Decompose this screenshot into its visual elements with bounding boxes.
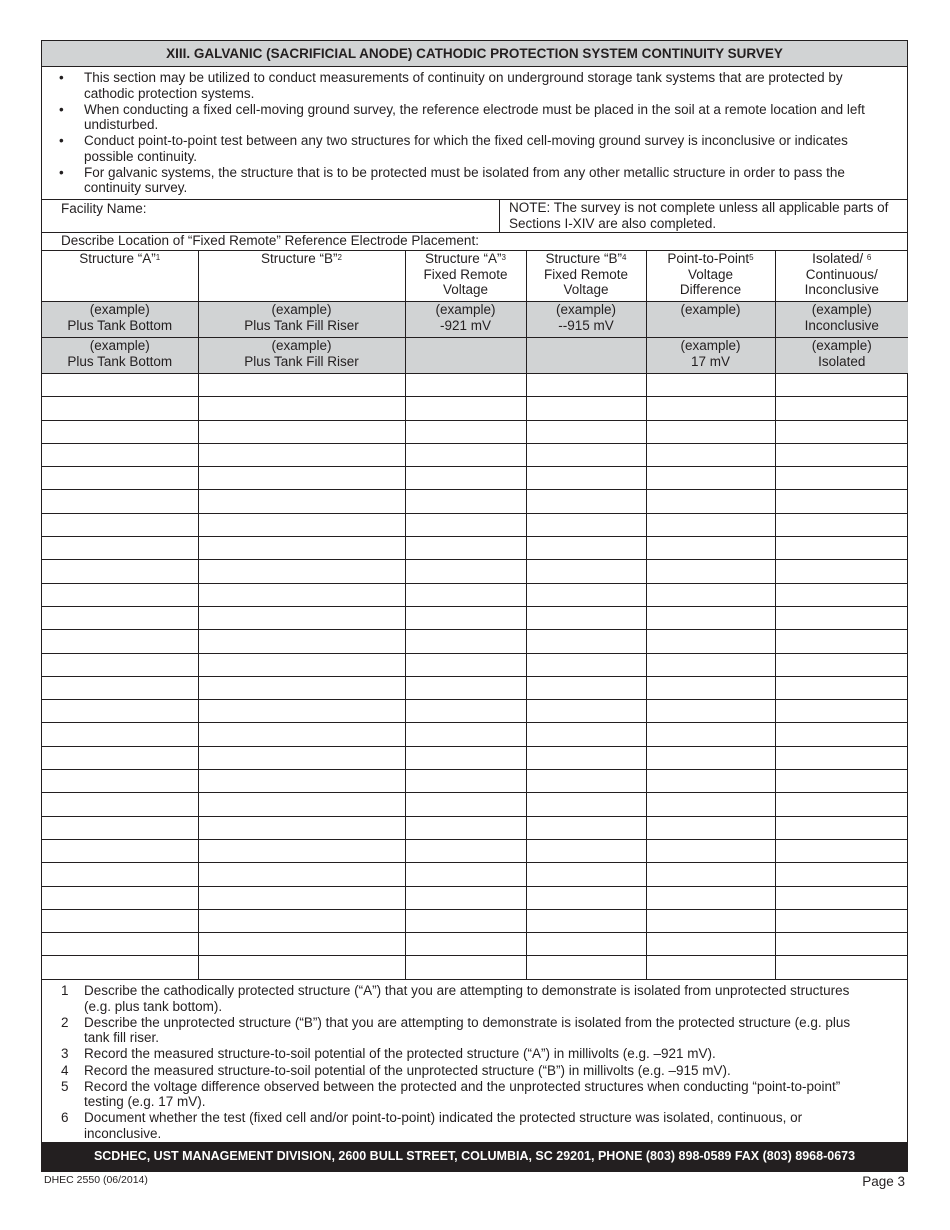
entry-cell[interactable] bbox=[42, 933, 198, 956]
example-cell: (example) Isolated bbox=[775, 338, 908, 374]
entry-cell[interactable] bbox=[775, 933, 908, 956]
entry-cell[interactable] bbox=[646, 909, 775, 932]
table-row bbox=[42, 467, 908, 490]
entry-cell[interactable] bbox=[646, 420, 775, 443]
entry-cell[interactable] bbox=[526, 816, 646, 839]
entry-cell[interactable] bbox=[42, 863, 198, 886]
instruction-item: • When conducting a fixed cell-moving ground survey, the reference electrode must be placed in the soil at a remote location and left undisturbed. bbox=[42, 102, 907, 133]
entry-cell[interactable] bbox=[526, 793, 646, 816]
entry-cell[interactable] bbox=[42, 676, 198, 699]
entry-cell[interactable] bbox=[405, 583, 526, 606]
entry-cell[interactable] bbox=[775, 606, 908, 629]
entry-cell[interactable] bbox=[198, 863, 405, 886]
entry-cell[interactable] bbox=[42, 630, 198, 653]
entry-cell[interactable] bbox=[646, 653, 775, 676]
entry-cell[interactable] bbox=[198, 676, 405, 699]
header-structure-b: Structure “B”$^2$ bbox=[198, 251, 405, 302]
entry-cell[interactable] bbox=[646, 886, 775, 909]
header-isolated-status: Isolated/ $^6$ Continuous/ Inconclusive bbox=[775, 251, 908, 302]
entry-cell[interactable] bbox=[198, 374, 405, 397]
entry-cell[interactable] bbox=[775, 490, 908, 513]
entry-cell[interactable] bbox=[775, 723, 908, 746]
entry-cell[interactable] bbox=[42, 909, 198, 932]
entry-cell[interactable] bbox=[42, 560, 198, 583]
entry-cell[interactable] bbox=[646, 816, 775, 839]
entry-cell[interactable] bbox=[526, 676, 646, 699]
completion-note: NOTE: The survey is not complete unless all applicable parts of Sections I-XIV are also completed. bbox=[499, 199, 909, 232]
header-b-fixed-remote-voltage: Structure “B”$^4$ Fixed Remote Voltage bbox=[526, 251, 646, 302]
entry-cell[interactable] bbox=[775, 537, 908, 560]
entry-cell[interactable] bbox=[405, 746, 526, 769]
entry-cell[interactable] bbox=[405, 723, 526, 746]
entry-cell[interactable] bbox=[526, 746, 646, 769]
entry-cell[interactable] bbox=[775, 513, 908, 536]
entry-cell[interactable] bbox=[646, 793, 775, 816]
entry-cell[interactable] bbox=[198, 537, 405, 560]
entry-cell[interactable] bbox=[42, 700, 198, 723]
survey-table bbox=[42, 251, 908, 980]
entry-cell[interactable] bbox=[526, 397, 646, 420]
entry-cell[interactable] bbox=[198, 746, 405, 769]
entry-cell[interactable] bbox=[405, 630, 526, 653]
entry-cell[interactable] bbox=[775, 420, 908, 443]
entry-cell[interactable] bbox=[646, 863, 775, 886]
entry-cell[interactable] bbox=[198, 956, 405, 979]
entry-cell[interactable] bbox=[42, 816, 198, 839]
entry-cell[interactable] bbox=[775, 443, 908, 466]
entry-cell[interactable] bbox=[775, 770, 908, 793]
table-row bbox=[42, 886, 908, 909]
entry-cell[interactable] bbox=[405, 653, 526, 676]
example-cell: (example) Plus Tank Bottom bbox=[42, 338, 198, 374]
example-cell: (example) Plus Tank Fill Riser bbox=[198, 302, 405, 338]
agency-footer-bar: SCDHEC, UST MANAGEMENT DIVISION, 2600 BULL STREET, COLUMBIA, SC 29201, PHONE (803) 898-0589 FAX (803) 8968-0673 www.scdhec.gov bbox=[42, 1142, 907, 1171]
table-row bbox=[42, 863, 908, 886]
facility-row bbox=[42, 199, 907, 233]
table-row bbox=[42, 606, 908, 629]
table-row bbox=[42, 420, 908, 443]
entry-cell[interactable] bbox=[405, 560, 526, 583]
entry-cell[interactable] bbox=[42, 537, 198, 560]
entry-cell[interactable] bbox=[646, 513, 775, 536]
entry-cell[interactable] bbox=[646, 374, 775, 397]
entry-cell[interactable] bbox=[405, 816, 526, 839]
instruction-item: • This section may be utilized to conduct measurements of continuity on underground storage tank systems that are protected by cathodic protection systems. bbox=[42, 70, 907, 101]
entry-cell[interactable] bbox=[646, 770, 775, 793]
entry-cell[interactable] bbox=[405, 537, 526, 560]
entry-cell[interactable] bbox=[526, 956, 646, 979]
footnote: 2 Describe the unprotected structure (“B”) that you are attempting to demonstrate is isolated from the protected structure (e.g. plus tank fill riser. bbox=[61, 1014, 851, 1046]
table-row bbox=[42, 537, 908, 560]
table-row bbox=[42, 909, 908, 932]
entry-cell[interactable] bbox=[526, 537, 646, 560]
example-cell: (example) Plus Tank Fill Riser bbox=[198, 338, 405, 374]
entry-cell[interactable] bbox=[646, 746, 775, 769]
entry-cell[interactable] bbox=[198, 839, 405, 862]
entry-cell[interactable] bbox=[198, 770, 405, 793]
entry-cell[interactable] bbox=[646, 443, 775, 466]
entry-cell[interactable] bbox=[526, 490, 646, 513]
entry-cell[interactable] bbox=[198, 909, 405, 932]
table-row bbox=[42, 933, 908, 956]
entry-cell[interactable] bbox=[405, 676, 526, 699]
table-row bbox=[42, 793, 908, 816]
entry-cell[interactable] bbox=[405, 467, 526, 490]
example-cell bbox=[526, 338, 646, 374]
form-number: DHEC 2550 (06/2014) bbox=[44, 1174, 148, 1186]
table-row bbox=[42, 490, 908, 513]
entry-cell[interactable] bbox=[405, 839, 526, 862]
entry-cell[interactable] bbox=[198, 700, 405, 723]
entry-cell[interactable] bbox=[198, 816, 405, 839]
entry-cell[interactable] bbox=[42, 956, 198, 979]
entry-cell[interactable] bbox=[526, 443, 646, 466]
entry-cell[interactable] bbox=[198, 606, 405, 629]
entry-cell[interactable] bbox=[405, 956, 526, 979]
entry-cell[interactable] bbox=[526, 467, 646, 490]
table-row bbox=[42, 676, 908, 699]
entry-cell[interactable] bbox=[775, 700, 908, 723]
entry-cell[interactable] bbox=[198, 653, 405, 676]
table-row bbox=[42, 956, 908, 979]
entry-cell[interactable] bbox=[198, 723, 405, 746]
entry-cell[interactable] bbox=[646, 467, 775, 490]
entry-cell[interactable] bbox=[775, 746, 908, 769]
entry-cell[interactable] bbox=[42, 513, 198, 536]
table-row bbox=[42, 770, 908, 793]
table-row bbox=[42, 839, 908, 862]
entry-cell[interactable] bbox=[405, 513, 526, 536]
entry-cell[interactable] bbox=[42, 653, 198, 676]
entry-cell[interactable] bbox=[526, 700, 646, 723]
entry-cell[interactable] bbox=[526, 886, 646, 909]
entry-cell[interactable] bbox=[526, 374, 646, 397]
entry-cell[interactable] bbox=[646, 723, 775, 746]
entry-cell[interactable] bbox=[198, 886, 405, 909]
entry-cell[interactable] bbox=[775, 397, 908, 420]
entry-cell[interactable] bbox=[775, 653, 908, 676]
entry-cell[interactable] bbox=[198, 443, 405, 466]
entry-cell[interactable] bbox=[646, 606, 775, 629]
table-row bbox=[42, 583, 908, 606]
table-row bbox=[42, 560, 908, 583]
entry-cell[interactable] bbox=[526, 513, 646, 536]
entry-cell[interactable] bbox=[198, 513, 405, 536]
table-row bbox=[42, 816, 908, 839]
entry-cell[interactable] bbox=[646, 490, 775, 513]
entry-cell[interactable] bbox=[775, 886, 908, 909]
table-row bbox=[42, 723, 908, 746]
electrode-location-field[interactable]: Describe Location of “Fixed Remote” Reference Electrode Placement: bbox=[42, 233, 907, 251]
entry-cell[interactable] bbox=[775, 676, 908, 699]
entry-cell[interactable] bbox=[198, 630, 405, 653]
entry-cell[interactable] bbox=[42, 374, 198, 397]
entry-cell[interactable] bbox=[405, 700, 526, 723]
entry-cell[interactable] bbox=[526, 560, 646, 583]
entry-cell[interactable] bbox=[775, 909, 908, 932]
entry-cell[interactable] bbox=[775, 839, 908, 862]
entry-cell[interactable] bbox=[405, 909, 526, 932]
table-row bbox=[42, 700, 908, 723]
entry-cell[interactable] bbox=[198, 467, 405, 490]
entry-cell[interactable] bbox=[42, 443, 198, 466]
example-cell: (example) bbox=[646, 302, 775, 338]
entry-cell[interactable] bbox=[42, 397, 198, 420]
footnotes bbox=[42, 981, 907, 1142]
entry-cell[interactable] bbox=[775, 863, 908, 886]
entry-cell[interactable] bbox=[42, 770, 198, 793]
entry-cell[interactable] bbox=[646, 560, 775, 583]
entry-cell[interactable] bbox=[198, 490, 405, 513]
entry-cell[interactable] bbox=[198, 583, 405, 606]
entry-cell[interactable] bbox=[646, 676, 775, 699]
entry-cell[interactable] bbox=[646, 630, 775, 653]
entry-cell[interactable] bbox=[405, 933, 526, 956]
entry-cell[interactable] bbox=[526, 723, 646, 746]
example-cell: (example) 17 mV bbox=[646, 338, 775, 374]
header-point-to-point: Point-to-Point$^5$ Voltage Difference bbox=[646, 251, 775, 302]
entry-cell[interactable] bbox=[405, 374, 526, 397]
example-row bbox=[42, 338, 908, 374]
entry-cell[interactable] bbox=[526, 583, 646, 606]
example-cell: (example) Inconclusive bbox=[775, 302, 908, 338]
page-number: Page 3 bbox=[862, 1174, 905, 1189]
footnote: 6 Document whether the test (fixed cell and/or point-to-point) indicated the protected structure was isolated, continuous, or inconclusive. bbox=[61, 1110, 803, 1141]
footnote: 3 Record the measured structure-to-soil potential of the protected structure (“A”) in millivolts (e.g. –921 mV). bbox=[61, 1046, 716, 1062]
entry-cell[interactable] bbox=[42, 583, 198, 606]
entry-cell[interactable] bbox=[42, 723, 198, 746]
entry-cell[interactable] bbox=[775, 630, 908, 653]
footnote: 1 Describe the cathodically protected structure (“A”) that you are attempting to demonstrate is isolated from unprotected structures (e.g. plus tank bottom). bbox=[61, 983, 850, 1014]
entry-cell[interactable] bbox=[198, 933, 405, 956]
table-header-row bbox=[42, 251, 908, 302]
entry-cell[interactable] bbox=[646, 839, 775, 862]
entry-cell[interactable] bbox=[526, 933, 646, 956]
entry-cell[interactable] bbox=[526, 909, 646, 932]
example-cell: (example) -921 mV bbox=[405, 302, 526, 338]
example-cell bbox=[405, 338, 526, 374]
entry-cell[interactable] bbox=[405, 490, 526, 513]
blank-entry-rows bbox=[42, 374, 908, 980]
entry-cell[interactable] bbox=[775, 793, 908, 816]
facility-name-label: Facility Name: bbox=[61, 201, 147, 216]
footnote: 4 Record the measured structure-to-soil potential of the unprotected structure (“B”) in millivolts (e.g. –915 mV). bbox=[61, 1062, 731, 1078]
entry-cell[interactable] bbox=[405, 420, 526, 443]
table-row bbox=[42, 513, 908, 536]
entry-cell[interactable] bbox=[775, 816, 908, 839]
entry-cell[interactable] bbox=[42, 839, 198, 862]
table-row bbox=[42, 653, 908, 676]
entry-cell[interactable] bbox=[405, 793, 526, 816]
entry-cell[interactable] bbox=[198, 560, 405, 583]
table-row bbox=[42, 746, 908, 769]
entry-cell[interactable] bbox=[42, 606, 198, 629]
entry-cell[interactable] bbox=[42, 490, 198, 513]
footnote: 5 Record the voltage difference observed between the protected and the unprotected structures when conducting “point-to-point” testing (e.g. 17 mV). bbox=[61, 1078, 841, 1110]
entry-cell[interactable] bbox=[405, 863, 526, 886]
entry-cell[interactable] bbox=[775, 374, 908, 397]
entry-cell[interactable] bbox=[526, 863, 646, 886]
table-row bbox=[42, 630, 908, 653]
entry-cell[interactable] bbox=[775, 956, 908, 979]
entry-cell[interactable] bbox=[42, 746, 198, 769]
entry-cell[interactable] bbox=[42, 420, 198, 443]
entry-cell[interactable] bbox=[526, 420, 646, 443]
entry-cell[interactable] bbox=[526, 630, 646, 653]
entry-cell[interactable] bbox=[526, 839, 646, 862]
entry-cell[interactable] bbox=[42, 793, 198, 816]
table-row bbox=[42, 443, 908, 466]
entry-cell[interactable] bbox=[775, 560, 908, 583]
entry-cell[interactable] bbox=[646, 956, 775, 979]
entry-cell[interactable] bbox=[646, 583, 775, 606]
instruction-item: • Conduct point-to-point test between any two structures for which the fixed cell-moving ground survey is inconclusive or indicates possible continuity. bbox=[42, 133, 907, 164]
entry-cell[interactable] bbox=[526, 770, 646, 793]
header-a-fixed-remote-voltage: Structure “A”$^3$ Fixed Remote Voltage bbox=[405, 251, 526, 302]
entry-cell[interactable] bbox=[198, 420, 405, 443]
instruction-item: • For galvanic systems, the structure that is to be protected must be isolated from any other metallic structure in order to pass the continuity survey. bbox=[42, 165, 907, 196]
entry-cell[interactable] bbox=[42, 467, 198, 490]
entry-cell[interactable] bbox=[405, 443, 526, 466]
header-structure-a: Structure “A”$^1$ bbox=[42, 251, 198, 302]
entry-cell[interactable] bbox=[646, 700, 775, 723]
example-cell: (example) Plus Tank Bottom bbox=[42, 302, 198, 338]
entry-cell[interactable] bbox=[526, 653, 646, 676]
entry-cell[interactable] bbox=[198, 397, 405, 420]
entry-cell[interactable] bbox=[405, 606, 526, 629]
entry-cell[interactable] bbox=[775, 583, 908, 606]
entry-cell[interactable] bbox=[198, 793, 405, 816]
entry-cell[interactable] bbox=[646, 537, 775, 560]
entry-cell[interactable] bbox=[775, 467, 908, 490]
entry-cell[interactable] bbox=[405, 397, 526, 420]
entry-cell[interactable] bbox=[42, 886, 198, 909]
section-title: XIII. GALVANIC (SACRIFICIAL ANODE) CATHODIC PROTECTION SYSTEM CONTINUITY SURVEY bbox=[42, 41, 907, 67]
entry-cell[interactable] bbox=[405, 770, 526, 793]
entry-cell[interactable] bbox=[405, 886, 526, 909]
instructions bbox=[42, 68, 907, 200]
example-cell: (example) --915 mV bbox=[526, 302, 646, 338]
entry-cell[interactable] bbox=[526, 606, 646, 629]
entry-cell[interactable] bbox=[646, 933, 775, 956]
table-row bbox=[42, 374, 908, 397]
example-row bbox=[42, 302, 908, 338]
table-row bbox=[42, 397, 908, 420]
entry-cell[interactable] bbox=[646, 397, 775, 420]
